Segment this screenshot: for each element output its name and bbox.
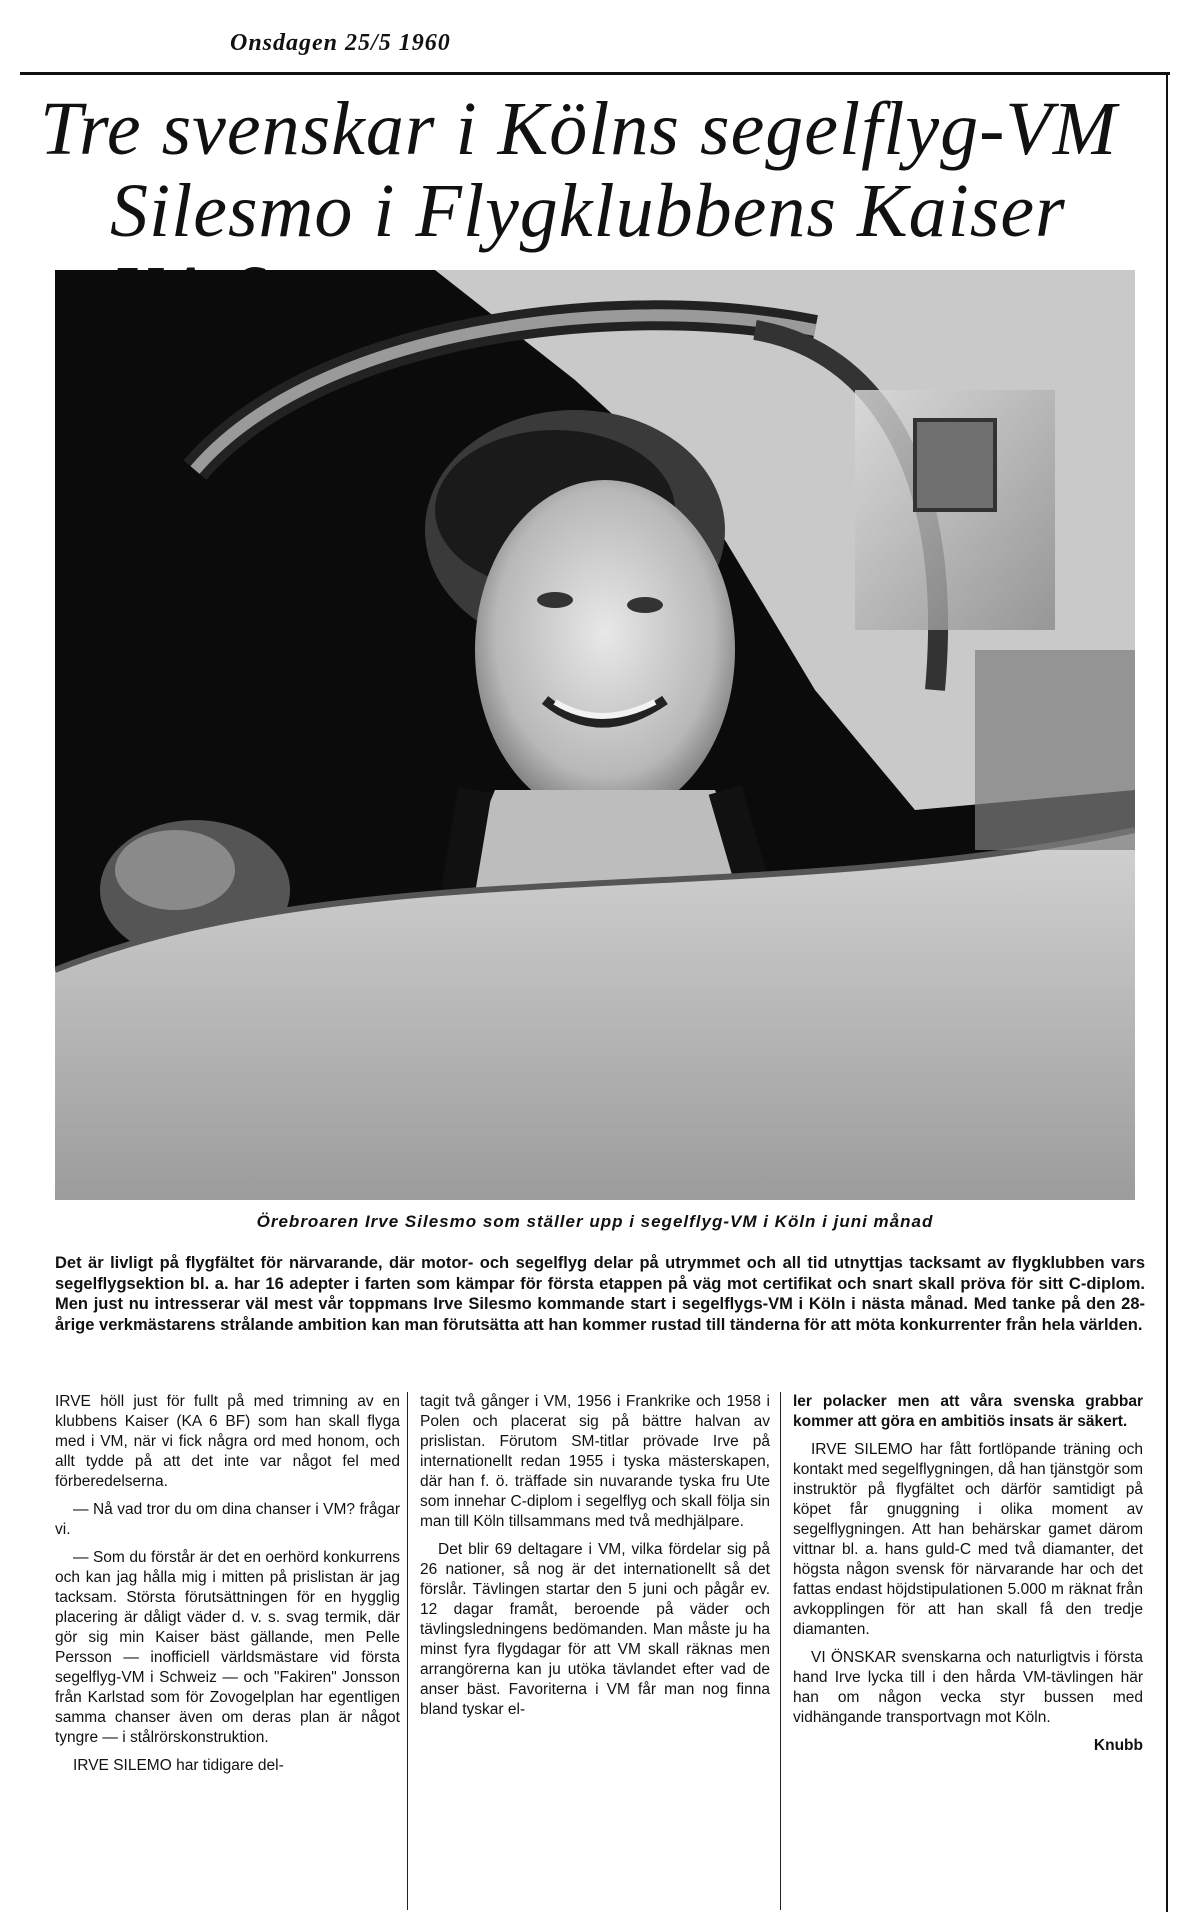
column-divider	[780, 1392, 781, 1910]
top-rule	[20, 72, 1170, 75]
paragraph: Det blir 69 deltagare i VM, vilka fördelar sig på 26 nationer, så nog är det internationellt så det förslår. Tävlingen startar den 5 juni och pågår ev. 12 dagar framåt, beroende på väder och tävlingsledningens bedömanden. Man måste ju ha minst fyra flygdagar för att VM skall räknas men arrangörerna kan ju utöka tävlandet efter vad de anser bäst. Favoriterna i VM får man nog finna bland tyskar el-	[420, 1541, 770, 1718]
paragraph: IRVE höll just för fullt på med trimning av en klubbens Kaiser (KA 6 BF) som han skall flyga med i VM, när vi fick några ord med honom, och allt tydde på att det inte var något fel med förberedelserna.	[55, 1393, 400, 1490]
article-column-3	[793, 1392, 1143, 1756]
photo-caption: Örebroaren Irve Silesmo som ställer upp i segelflyg-VM i Köln i juni månad	[256, 1212, 934, 1231]
right-rule	[1166, 72, 1168, 1912]
column-divider	[407, 1392, 408, 1910]
lead-paragraph: Det är livligt på flygfältet för närvarande, där motor- och segelflyg delar på utrymmet och all tid utnyttjas tacksamt av flygklubben vars segelflygsektion bl. a. har 16 adepter i farten som kämpar för första etappen på väg mot certifikat och snart skall pröva för sitt C-diplom. Men just nu intresserar väl mest vår toppmans Irve Silesmo kommande start i segelflygs-VM i Köln i nästa månad. Med tanke på den 28-årige verkmästarens strålande ambition kan man förutsätta att han kommer rustad till tänderna för att möta konkurrenter från hela världen.	[55, 1254, 1145, 1334]
paragraph: VI ÖNSKAR svenskarna och naturligtvis i första hand Irve lycka till i den hårda VM-tävlingen här han om någon vecka styr bussen med vidhängande transportvagn mot Köln.	[793, 1649, 1143, 1726]
byline-signature: Knubb	[1093, 1737, 1143, 1754]
article-column-1	[55, 1392, 400, 1784]
dateline: Onsdagen 25/5 1960	[230, 30, 451, 56]
paragraph: ler polacker men att våra svenska grabbar kommer att göra en ambitiös insats är säkert.	[793, 1393, 1143, 1430]
pilot-in-cockpit-illustration	[55, 270, 1135, 1200]
article-column-2	[420, 1392, 770, 1728]
paragraph: — Som du förstår är det en oerhörd konkurrens och kan jag hålla mig i mitten på prislistan är jag tacksam. Största förutsättningen för en hygglig placering är dåligt väder d. v. s. svag termik, där gör sig min Kaiser bäst gällande, men Pelle Persson — inofficiell världsmästare vid första segelflyg-VM i Schweiz — och "Fakiren" Jonsson från Karlstad som för Zovogelplan har egentligen samma chanser även om deras plan är något tyngre — i stålrörskonstruktion.	[55, 1549, 400, 1746]
paragraph: IRVE SILEMO har tidigare del-	[73, 1757, 284, 1774]
headline-line-1: Tre svenskar i Kölns segelflyg-VM	[40, 87, 1118, 171]
headline-line-2: Silesmo i Flygklubbens Kaiser	[110, 169, 1066, 253]
paragraph: IRVE SILEMO har fått fortlöpande träning och kontakt med segelflygningen, då han tjänstgör som instruktör på flygfältet och därför samtidigt på köpet får gnuggning i olika moment av segelflygningen. Att han behärskar gamet därom vittnar bl. a. hans guld-C med två diamanter, det högsta någon svensk för närvarande har och det fattas endast höjdstipulationen 5.000 m räknat från avkopplingen för att han skall få den tredje diamanten.	[793, 1441, 1143, 1638]
paragraph: tagit två gånger i VM, 1956 i Frankrike och 1958 i Polen och placerat sig på bättre halvan av prislistan. Förutom SM-titlar prövade Irve på internationellt redan 1955 i tyska mästerskapen, där han f. ö. träffade sin nuvarande tyska fru Ute som innehar C-diplom i segelflyg och skall följa sin man till Köln tillsammans med två medhjälpare.	[420, 1393, 770, 1530]
paragraph: — Nå vad tror du om dina chanser i VM? frågar vi.	[55, 1501, 400, 1538]
pilot-photo	[55, 270, 1135, 1200]
